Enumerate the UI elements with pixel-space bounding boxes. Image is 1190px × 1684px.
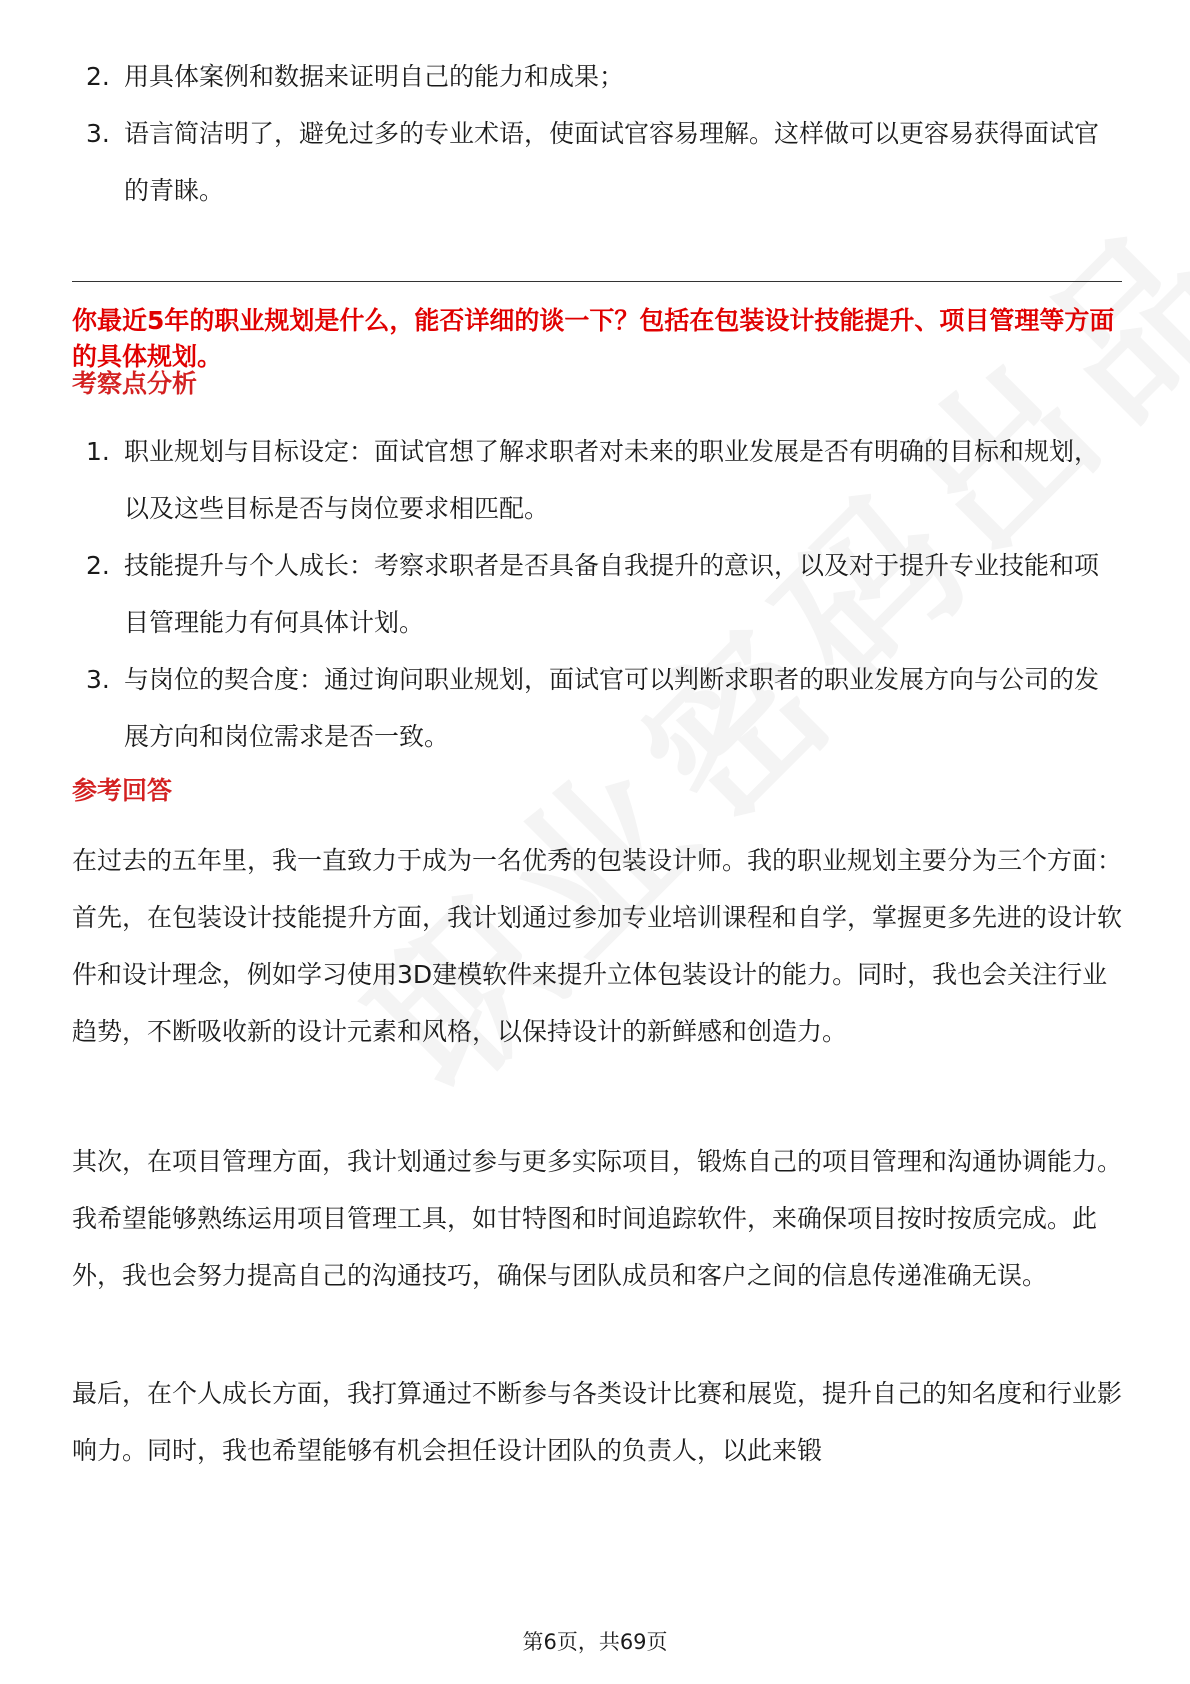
list-number: 2. [86,62,110,91]
list-number: 2. [86,551,110,580]
list-number: 3. [86,119,110,148]
list-item-text: 与岗位的契合度：通过询问职业规划，面试官可以判断求职者的职业发展方向与公司的发展方向和岗位需求是否一致。 [124,665,1100,751]
answer-paragraph: 最后，在个人成长方面，我打算通过不断参与各类设计比赛和展览，提升自己的知名度和行业影响力。同时，我也希望能够有机会担任设计团队的负责人，以此来锻 [72,1379,1123,1465]
interview-question: 你最近5年的职业规划是什么，能否详细的谈一下？包括在包装设计技能提升、项目管理等方面的具体规划。 [72,306,1115,371]
section-divider [72,281,1122,282]
list-item [72,423,1122,537]
answer-heading: 参考回答 [72,776,173,805]
list-item-text: 语言简洁明了，避免过多的专业术语，使面试官容易理解。这样做可以更容易获得面试官的青睐。 [124,119,1100,205]
list-item-text: 用具体案例和数据来证明自己的能力和成果； [124,62,625,91]
page-number: 第6页，共69页 [522,1630,668,1654]
list-item-text: 技能提升与个人成长：考察求职者是否具备自我提升的意识，以及对于提升专业技能和项目管理能力有何具体计划。 [124,551,1100,637]
list-item-text: 职业规划与目标设定：面试官想了解求职者对未来的职业发展是否有明确的目标和规划，以及这些目标是否与岗位要求相匹配。 [124,437,1100,523]
top-numbered-list [72,48,1122,219]
list-number: 3. [86,665,110,694]
list-number: 1. [86,437,110,466]
list-item [72,105,1122,219]
answer-paragraph: 在过去的五年里，我一直致力于成为一名优秀的包装设计师。我的职业规划主要分为三个方面：首先，在包装设计技能提升方面，我计划通过参加专业培训课程和自学，掌握更多先进的设计软件和设计理念，例如学习使用3D建模软件来提升立体包装设计的能力。同时，我也会关注行业趋势，不断吸收新的设计元素和风格，以保持设计的新鲜感和创造力。 [72,846,1123,1046]
analysis-heading: 考察点分析 [72,369,198,398]
answer-paragraph: 其次，在项目管理方面，我计划通过参与更多实际项目，锻炼自己的项目管理和沟通协调能力。我希望能够熟练运用项目管理工具，如甘特图和时间追踪软件，来确保项目按时按质完成。此外，我也会努力提高自己的沟通技巧，确保与团队成员和客户之间的信息传递准确无误。 [72,1147,1123,1290]
list-item [72,48,1122,105]
list-item [72,537,1122,651]
analysis-list [72,423,1122,765]
list-item [72,651,1122,765]
